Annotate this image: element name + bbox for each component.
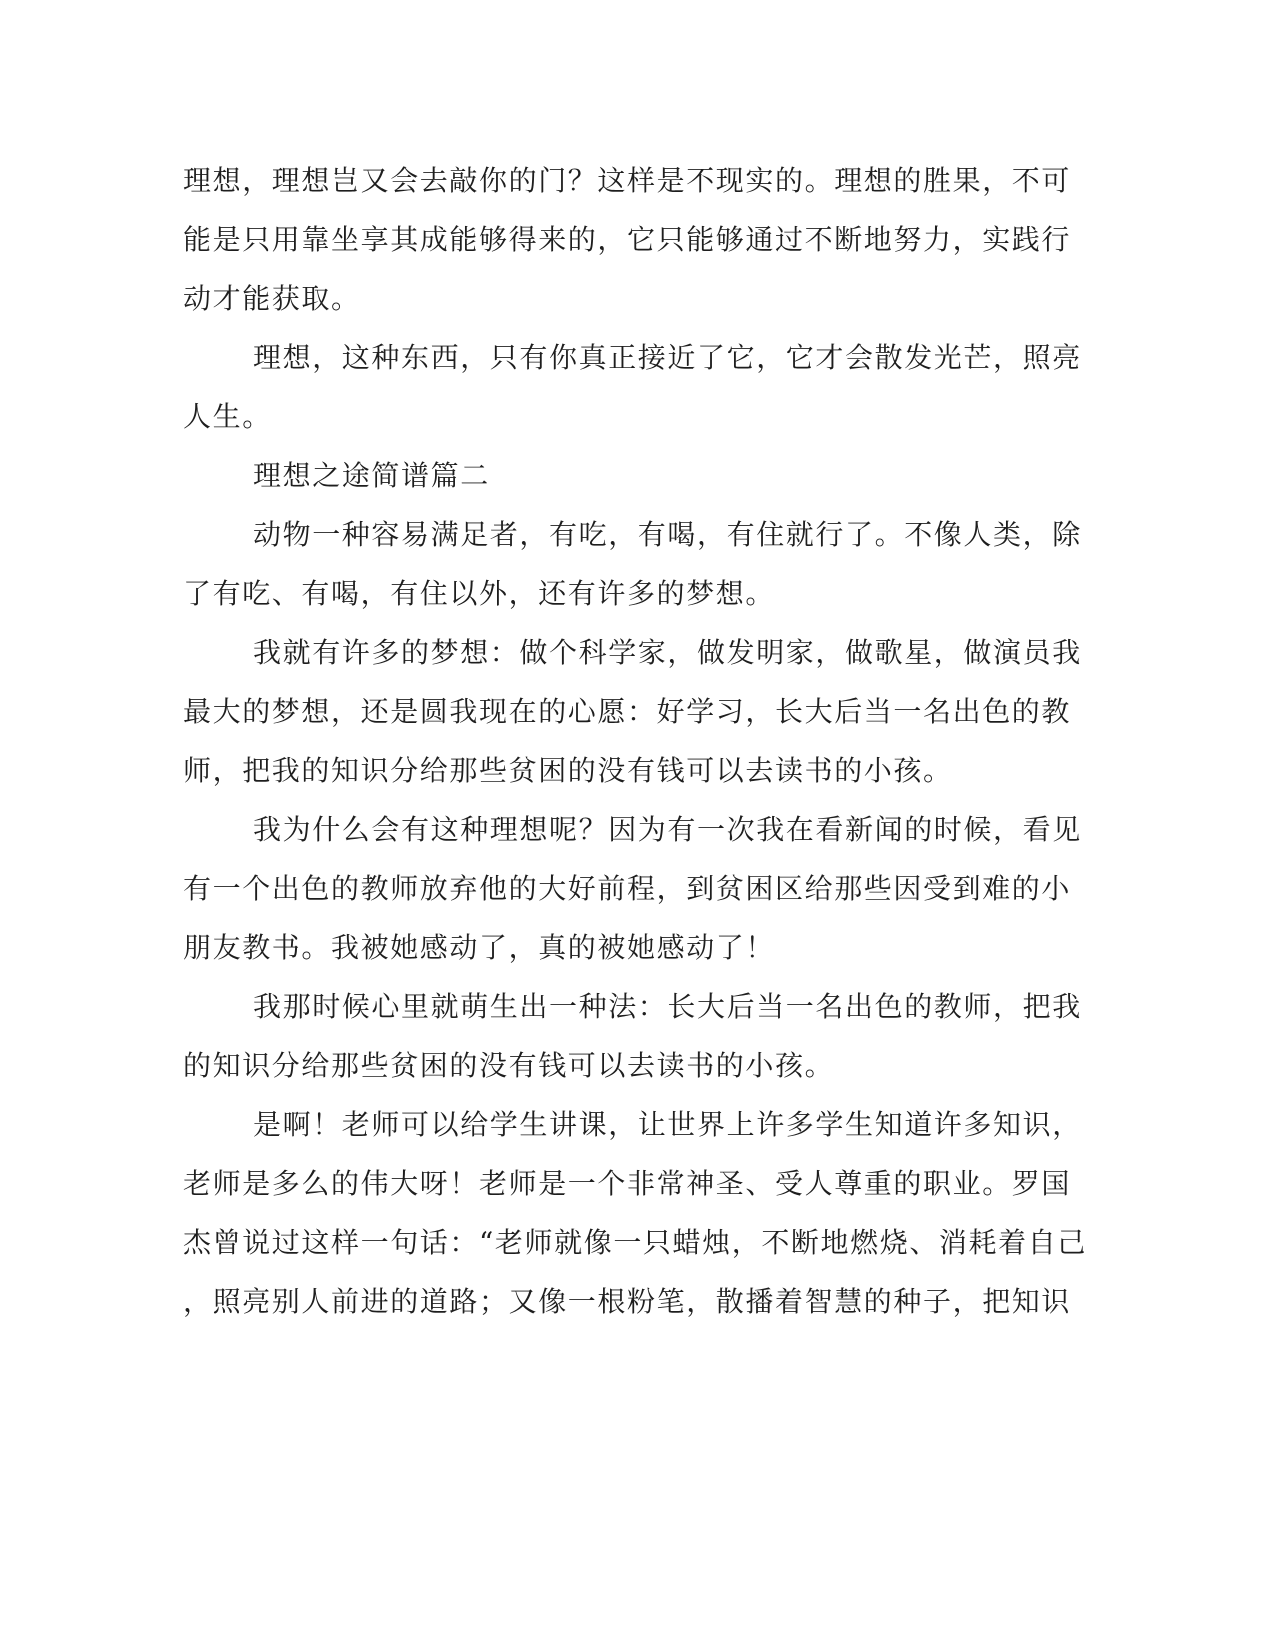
text-line: 理想，理想岂又会去敲你的门？这样是不现实的。理想的胜果，不可 [183, 164, 1072, 197]
text-line: 是啊！老师可以给学生讲课，让世界上许多学生知道许多知识， [253, 1108, 1082, 1141]
text-line: 老师是多么的伟大呀！老师是一个非常神圣、受人尊重的职业。罗国 [183, 1167, 1072, 1200]
text-line: 我就有许多的梦想：做个科学家，做发明家，做歌星，做演员我 [253, 636, 1082, 669]
text-line: 有一个出色的教师放弃他的大好前程，到贫困区给那些因受到难的小 [183, 872, 1072, 905]
text-line: 我为什么会有这种理想呢？因为有一次我在看新闻的时候，看见 [253, 813, 1082, 846]
text-line: 朋友教书。我被她感动了，真的被她感动了！ [183, 931, 776, 964]
text-line: 我那时候心里就萌生出一种法：长大后当一名出色的教师，把我 [253, 990, 1082, 1023]
text-line: 的知识分给那些贫困的没有钱可以去读书的小孩。 [183, 1049, 835, 1082]
text-line: 动才能获取。 [183, 282, 361, 315]
text-line: 最大的梦想，还是圆我现在的心愿：好学习，长大后当一名出色的教 [183, 695, 1072, 728]
text-line: 人生。 [183, 400, 272, 433]
section-heading: 理想之途简谱篇二 [253, 459, 490, 492]
text-line: 杰曾说过这样一句话：“老师就像一只蜡烛，不断地燃烧、消耗着自己 [183, 1226, 1087, 1259]
text-line: 师，把我的知识分给那些贫困的没有钱可以去读书的小孩。 [183, 754, 953, 787]
text-line: 动物一种容易满足者，有吃，有喝，有住就行了。不像人类，除 [253, 518, 1082, 551]
text-line: 了有吃、有喝，有住以外，还有许多的梦想。 [183, 577, 776, 610]
text-line: ，照亮别人前进的道路；又像一根粉笔，散播着智慧的种子，把知识 [183, 1285, 1072, 1318]
text-line: 理想，这种东西，只有你真正接近了它，它才会散发光芒，照亮 [253, 341, 1082, 374]
text-line: 能是只用靠坐享其成能够得来的，它只能够通过不断地努力，实践行 [183, 223, 1072, 256]
